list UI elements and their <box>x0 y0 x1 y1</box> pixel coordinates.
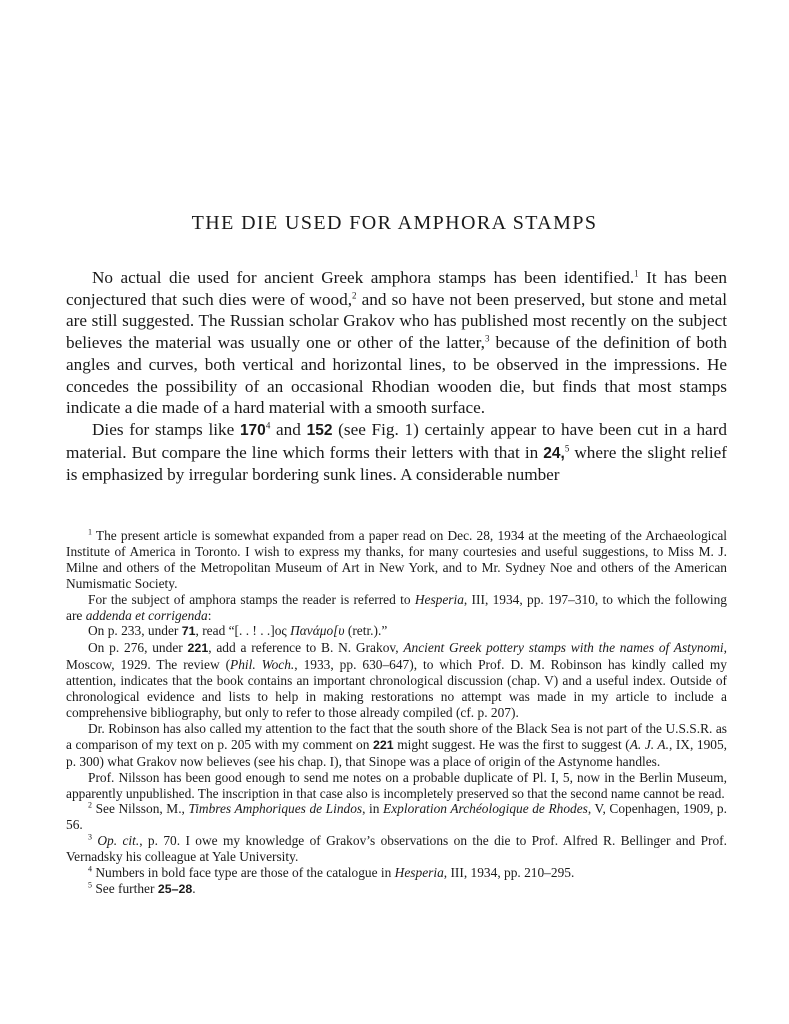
text-run: The present article is somewhat expanded from a paper read on Dec. 28, 1934 at the meeting of the Archaeological Institute of America in Toronto. I wish to express my thanks, for many courtesies and useful suggestions, to Miss M. J. Milne and others of the Metropolitan Museum of Art in New York, and to Mr. Sydney Noe and others of the American Numismatic Society. <box>66 528 727 591</box>
text-run: Prof. Nilsson has been good enough to send me notes on a probable duplicate of Pl. I, 5, now in the Berlin Museum, apparently unpublished. The inscription in that case also is incompletely preserved so that the second name cannot be read. <box>66 769 727 801</box>
paragraph-1 <box>66 267 727 419</box>
text-run: . <box>192 880 196 896</box>
text-run: , Moscow, 1929. The review ( <box>66 640 727 673</box>
catalogue-number: 25–28 <box>157 881 193 896</box>
footnote-5 <box>66 881 727 898</box>
footnote-marker: 3 <box>88 832 92 842</box>
journal-title: A. J. A. <box>629 736 669 752</box>
text-run: See Nilsson, M., <box>92 801 189 817</box>
book-title: Ancient Greek pottery stamps with the names of Astynomi <box>403 640 724 656</box>
book-title: Timbres Amphoriques de Lindos <box>188 801 363 817</box>
footnote-1-para-5 <box>66 721 727 770</box>
catalogue-number: 152 <box>306 421 333 439</box>
catalogue-number: 170 <box>239 421 266 439</box>
journal-title: Hesperia <box>414 591 464 607</box>
series-title: Exploration Archéologique de Rhodes <box>383 801 588 817</box>
text-run: For the subject of amphora stamps the reader is referred to <box>88 591 415 607</box>
italic-phrase: addenda et corrigenda <box>85 607 208 623</box>
text-run: where the slight relief is emphasized by irregular bordering sunk lines. A considerable number <box>66 442 727 485</box>
body-text <box>66 267 727 486</box>
text-run: Dies for stamps like <box>92 419 240 439</box>
text-run: Dr. Robinson has also called my attention to the fact that the south shore of the Black Sea is not part of the U.S.S.R. as a comparison of my text on p. 205 with my comment on <box>66 720 727 752</box>
text-run: On p. 276, under <box>88 640 188 656</box>
footnote-marker: 5 <box>88 880 92 890</box>
text-run: Numbers in bold face type are those of the catalogue in <box>92 865 395 881</box>
footnote-ref-1[interactable]: 1 <box>634 268 639 279</box>
footnotes <box>66 528 727 898</box>
text-run: , IX, 1905, p. 300) what Grakov now believes (see his chap. I), that Sinope was a place of origin of the Astynome handles. <box>66 736 727 769</box>
text-run: , add a reference to B. N. Grakov, <box>208 640 404 656</box>
text-run: It has been conjectured that such dies were of wood, <box>66 268 727 309</box>
footnote-1 <box>66 528 727 592</box>
text-run: : <box>207 607 212 623</box>
journal-title: Phil. Woch. <box>230 657 295 673</box>
footnote-1-para-2 <box>66 592 727 624</box>
text-run: On p. 233, under <box>88 623 182 639</box>
text-run: See further <box>92 880 158 896</box>
footnote-marker: 2 <box>88 800 92 810</box>
footnote-marker: 1 <box>88 527 92 537</box>
text-run: might suggest. He was the first to suggest ( <box>393 736 630 752</box>
catalogue-number: 221 <box>187 641 209 656</box>
text-run: , p. 70. I owe my knowledge of Grakov’s observations on the die to Prof. Alfred R. Bellinger and Prof. Vernadsky his colleague at Yale University. <box>66 833 727 865</box>
text-run: , read “[. . ! . .]ος <box>195 623 291 639</box>
footnote-2 <box>66 801 727 833</box>
footnote-1-para-6 <box>66 770 727 802</box>
text-run: and so have not been preserved, but stone and metal are still suggested. The Russian scholar Grakov who has published most recently on the subject believes the material was usually one or other of the latter, <box>66 289 727 353</box>
footnote-4 <box>66 865 727 881</box>
text-run: , III, 1934, pp. 210–295. <box>443 865 575 881</box>
text-run: No actual die used for ancient Greek amphora stamps has been identified. <box>92 268 635 287</box>
italic-phrase: Op. cit. <box>97 833 140 849</box>
footnote-3 <box>66 833 727 865</box>
catalogue-number: 71 <box>181 624 196 639</box>
footnote-ref-2[interactable]: 2 <box>352 289 357 300</box>
footnote-ref-3[interactable]: 3 <box>484 333 490 344</box>
text-run: and <box>270 419 307 439</box>
footnote-1-para-4 <box>66 640 727 721</box>
text-run: , V, Copenhagen, 1909, p. 56. <box>66 801 727 833</box>
text-run: , 1933, pp. 630–647), to which Prof. D. M. Robinson has kindly called my attention, indicates that the book contains an important chronological discussion (chap. V) and a useful index. Outside of chronological evidence and lists to help in making restorations no attempt was made in my article to include a comprehensive bibliography, but only to refer to those already compiled (cf. p. 207). <box>66 657 727 720</box>
greek-text: Πανάμο[υ <box>290 623 345 639</box>
footnote-ref-5[interactable]: 5 <box>564 442 570 453</box>
catalogue-number: 221 <box>372 737 394 752</box>
catalogue-number: 24, <box>543 444 565 462</box>
paragraph-2 <box>66 419 727 486</box>
footnote-marker: 4 <box>88 864 92 874</box>
footnote-1-para-3 <box>66 623 727 640</box>
article-title: THE DIE USED FOR AMPHORA STAMPS <box>191 212 598 234</box>
text-run: , III, 1934, pp. 197–310, to which the following are <box>66 591 727 623</box>
text-run: (retr.).” <box>344 623 388 639</box>
text-run: (see Fig. 1) certainly appear to have been cut in a hard material. But compare the line which forms their letters with that in <box>66 419 727 462</box>
journal-title: Hesperia <box>394 865 444 881</box>
text-run: , in <box>362 801 384 817</box>
text-run: because of the definition of both angles and curves, both vertical and horizontal lines, to be observed in the impressions. He concedes the possibility of an occasional Rhodian wooden die, but finds that most stamps indicate a die made of a hard material with a smooth surface. <box>66 333 727 418</box>
footnote-ref-4[interactable]: 4 <box>265 420 271 431</box>
